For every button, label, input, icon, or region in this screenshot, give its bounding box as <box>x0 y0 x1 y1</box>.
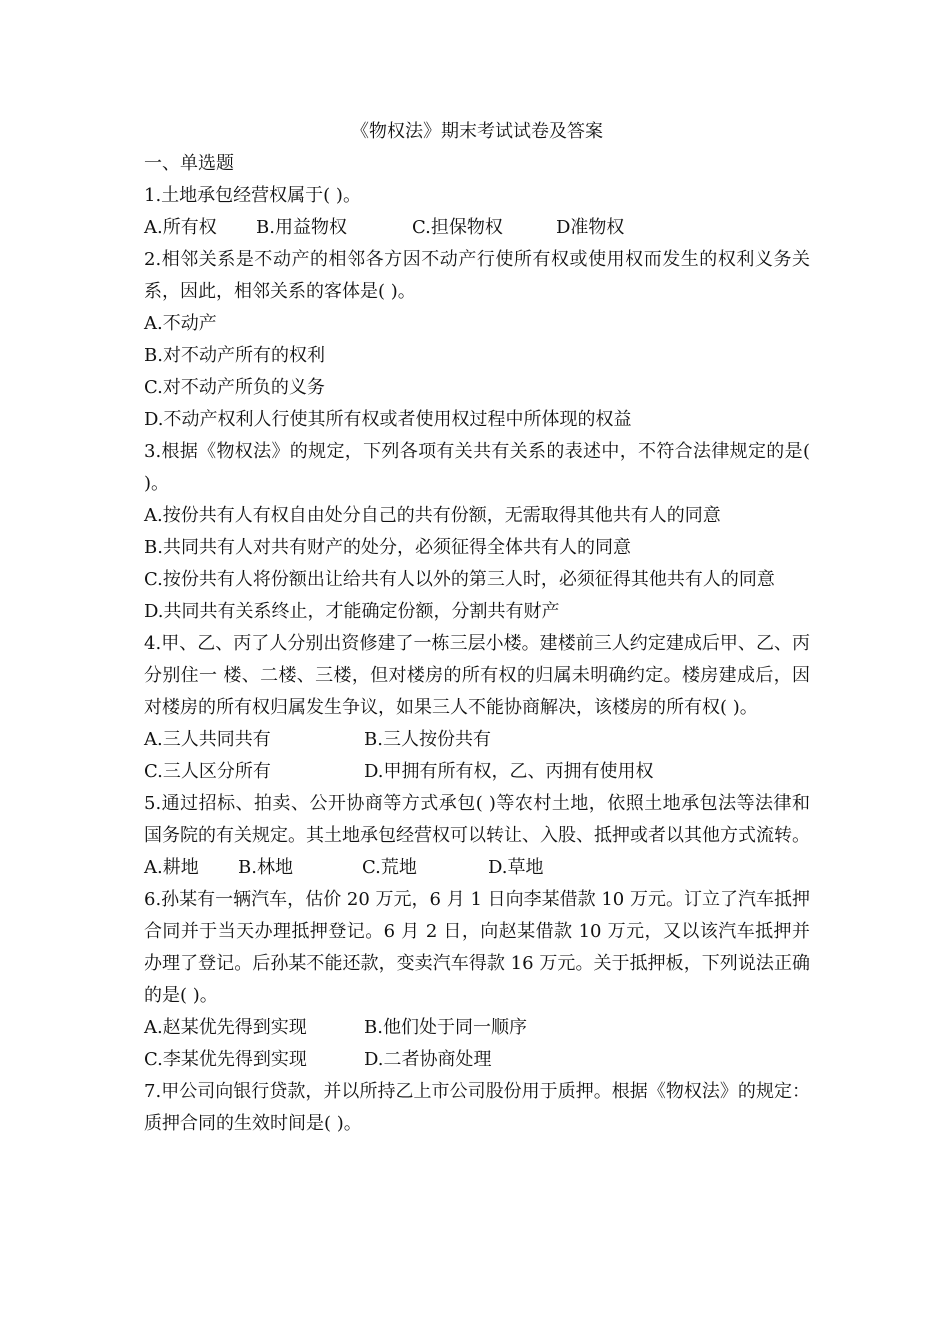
section-heading: 一、单选题 <box>144 153 234 174</box>
question-5-stem: 5.通过招标、拍卖、公开协商等方式承包( )等农村土地，依照土地承包法等法律和国务院的有关规定。其土地承包经营权可以转让、入股、抵押或者以其他方式流转。 <box>144 793 810 846</box>
q4-option-a: A.三人共同共有 <box>144 729 271 750</box>
q6-option-c: C.李某优先得到实现 <box>144 1049 307 1070</box>
q2-option-d: D.不动产权利人行使其所有权或者使用权过程中所体现的权益 <box>144 409 632 430</box>
question-4-stem: 4.甲、乙、丙了人分别出资修建了一栋三层小楼。建楼前三人约定建成后甲、乙、丙分别住一 楼、二楼、三楼，但对楼房的所有权的归属未明确约定。楼房建成后，因对楼房的所有权归属发生争议，如果三人不能协商解决，该楼房的所有权( )。 <box>144 633 810 718</box>
q6-option-b: B.他们处于同一顺序 <box>364 1017 527 1038</box>
question-6-options-row-2 <box>144 1044 810 1076</box>
q4-option-b: B.三人按份共有 <box>364 729 491 750</box>
q1-option-c: C.担保物权 <box>412 217 503 238</box>
q1-option-b: B.用益物权 <box>256 217 347 238</box>
question-1-options <box>144 212 810 244</box>
document-body <box>144 116 810 1140</box>
q6-option-d: D.二者协商处理 <box>364 1049 492 1070</box>
q2-option-b: B.对不动产所有的权利 <box>144 345 325 366</box>
question-3-stem: 3.根据《物权法》的规定，下列各项有关共有关系的表述中，不符合法律规定的是( )。 <box>144 441 810 494</box>
question-4-options-row-2 <box>144 756 810 788</box>
question-6-options-row-1 <box>144 1012 810 1044</box>
q3-option-a: A.按份共有人有权自由处分自己的共有份额，无需取得其他共有人的同意 <box>144 505 721 526</box>
question-5-options <box>144 852 810 884</box>
q5-option-d: D.草地 <box>488 857 544 878</box>
q6-option-a: A.赵某优先得到实现 <box>144 1017 307 1038</box>
q3-option-d: D.共同共有关系终止，才能确定份额，分割共有财产 <box>144 601 560 622</box>
q5-option-a: A.耕地 <box>144 857 199 878</box>
q4-option-c: C.三人区分所有 <box>144 761 271 782</box>
q2-option-a: A.不动产 <box>144 313 217 334</box>
question-7-stem: 7.甲公司向银行贷款，并以所持乙上市公司股份用于质押。根据《物权法》的规定：质押合同的生效时间是( )。 <box>144 1081 810 1134</box>
question-4-options-row-1 <box>144 724 810 756</box>
question-6-stem: 6.孙某有一辆汽车，估价 20 万元，6 月 1 日向李某借款 10 万元。订立了汽车抵押合同并于当天办理抵押登记。6 月 2 日，向赵某借款 10 万元，又以该汽车抵押并办理了登记。后孙某不能还款，变卖汽车得款 16 万元。关于抵押板，下列说法正确的是( )。 <box>144 889 810 1006</box>
q5-option-c: C.荒地 <box>362 857 417 878</box>
q3-option-c: C.按份共有人将份额出让给共有人以外的第三人时，必须征得其他共有人的同意 <box>144 569 775 590</box>
q2-option-c: C.对不动产所负的义务 <box>144 377 325 398</box>
q3-option-b: B.共同共有人对共有财产的处分，必须征得全体共有人的同意 <box>144 537 631 558</box>
q1-option-a: A.所有权 <box>144 217 217 238</box>
q1-option-d: D准物权 <box>556 217 625 238</box>
page-title: 《物权法》期末考试试卷及答案 <box>351 121 603 142</box>
q4-option-d: D.甲拥有所有权，乙、丙拥有使用权 <box>364 761 654 782</box>
question-1-stem: 1.土地承包经营权属于( )。 <box>144 185 361 206</box>
q5-option-b: B.林地 <box>238 857 293 878</box>
question-2-stem: 2.相邻关系是不动产的相邻各方因不动产行使所有权或使用权而发生的权利义务关系，因此，相邻关系的客体是( )。 <box>144 249 810 302</box>
